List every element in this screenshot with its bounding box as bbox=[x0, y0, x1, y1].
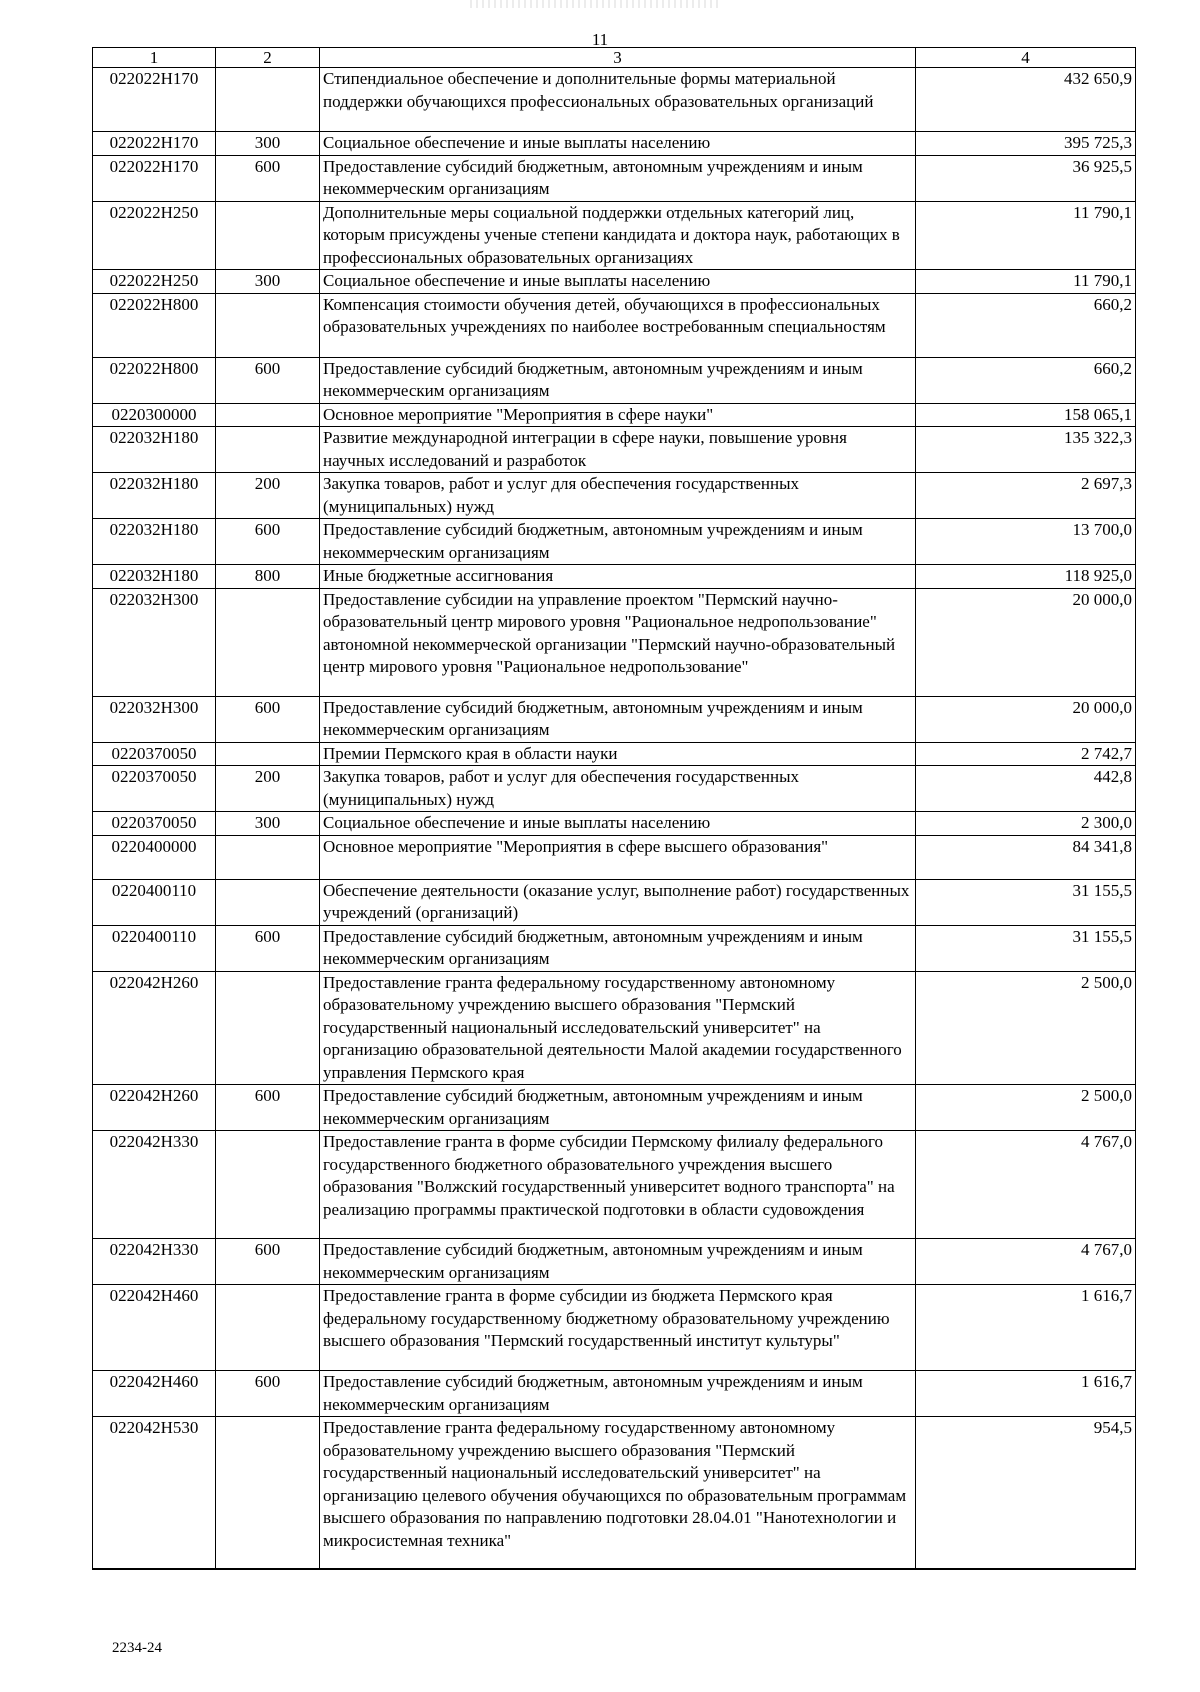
header-row bbox=[93, 48, 1136, 68]
table-row bbox=[93, 201, 1136, 270]
table-row bbox=[93, 565, 1136, 589]
row-code: 0220400000 bbox=[93, 835, 216, 879]
row-code: 022022Н800 bbox=[93, 293, 216, 357]
row-code: 0220370050 bbox=[93, 766, 216, 812]
row-code: 022032Н300 bbox=[93, 696, 216, 742]
table-row bbox=[93, 1239, 1136, 1285]
table-row bbox=[93, 427, 1136, 473]
row-code: 022022Н170 bbox=[93, 155, 216, 201]
header-col-2: 2 bbox=[216, 48, 320, 68]
row-expense-type: 600 bbox=[216, 155, 320, 201]
table-row bbox=[93, 1285, 1136, 1371]
row-expense-type bbox=[216, 293, 320, 357]
row-expense-type bbox=[216, 835, 320, 879]
row-description: Обеспечение деятельности (оказание услуг, выполнение работ) государственных учреждений (организаций) bbox=[320, 879, 916, 925]
row-description: Предоставление субсидий бюджетным, автономным учреждениям и иным некоммерческим организациям bbox=[320, 519, 916, 565]
row-code: 022042Н260 bbox=[93, 1085, 216, 1131]
row-amount: 31 155,5 bbox=[916, 879, 1136, 925]
row-amount: 2 500,0 bbox=[916, 1085, 1136, 1131]
budget-table bbox=[92, 47, 1136, 1570]
header-col-4: 4 bbox=[916, 48, 1136, 68]
row-description: Предоставление субсидий бюджетным, автономным учреждениям и иным некоммерческим организациям bbox=[320, 925, 916, 971]
row-code: 0220370050 bbox=[93, 742, 216, 766]
table-row bbox=[93, 1085, 1136, 1131]
table-row bbox=[93, 1417, 1136, 1569]
row-code: 022042Н530 bbox=[93, 1417, 216, 1569]
row-description: Предоставление субсидий бюджетным, автономным учреждениям и иным некоммерческим организациям bbox=[320, 1371, 916, 1417]
header-col-1: 1 bbox=[93, 48, 216, 68]
row-expense-type: 300 bbox=[216, 270, 320, 294]
row-description: Премии Пермского края в области науки bbox=[320, 742, 916, 766]
row-code: 0220400110 bbox=[93, 925, 216, 971]
row-code: 022022Н800 bbox=[93, 357, 216, 403]
table-row bbox=[93, 1371, 1136, 1417]
row-expense-type: 600 bbox=[216, 925, 320, 971]
row-expense-type bbox=[216, 403, 320, 427]
row-amount: 660,2 bbox=[916, 293, 1136, 357]
row-code: 022032Н300 bbox=[93, 588, 216, 696]
row-code: 022042Н330 bbox=[93, 1131, 216, 1239]
table-row bbox=[93, 519, 1136, 565]
row-amount: 118 925,0 bbox=[916, 565, 1136, 589]
row-amount: 84 341,8 bbox=[916, 835, 1136, 879]
row-description: Предоставление субсидий бюджетным, автономным учреждениям и иным некоммерческим организациям bbox=[320, 1239, 916, 1285]
row-description: Предоставление субсидий бюджетным, автономным учреждениям и иным некоммерческим организациям bbox=[320, 1085, 916, 1131]
row-description: Социальное обеспечение и иные выплаты населению bbox=[320, 132, 916, 156]
document-code: 2234-24 bbox=[112, 1640, 162, 1656]
table-row bbox=[93, 971, 1136, 1085]
row-amount: 432 650,9 bbox=[916, 68, 1136, 132]
row-amount: 1 616,7 bbox=[916, 1371, 1136, 1417]
table-row bbox=[93, 403, 1136, 427]
row-amount: 2 300,0 bbox=[916, 812, 1136, 836]
row-amount: 395 725,3 bbox=[916, 132, 1136, 156]
row-expense-type bbox=[216, 742, 320, 766]
row-amount: 158 065,1 bbox=[916, 403, 1136, 427]
row-code: 022042Н330 bbox=[93, 1239, 216, 1285]
row-amount: 1 616,7 bbox=[916, 1285, 1136, 1371]
row-expense-type bbox=[216, 68, 320, 132]
row-code: 022032Н180 bbox=[93, 519, 216, 565]
row-description: Социальное обеспечение и иные выплаты населению bbox=[320, 270, 916, 294]
row-description: Социальное обеспечение и иные выплаты населению bbox=[320, 812, 916, 836]
row-expense-type bbox=[216, 588, 320, 696]
row-description: Предоставление субсидий бюджетным, автономным учреждениям и иным некоммерческим организациям bbox=[320, 155, 916, 201]
row-expense-type bbox=[216, 1417, 320, 1569]
row-description: Развитие международной интеграции в сфере науки, повышение уровня научных исследований и разработок bbox=[320, 427, 916, 473]
table-row bbox=[93, 473, 1136, 519]
row-code: 022022Н170 bbox=[93, 68, 216, 132]
table-row bbox=[93, 1131, 1136, 1239]
row-expense-type: 600 bbox=[216, 1239, 320, 1285]
row-expense-type: 600 bbox=[216, 357, 320, 403]
scan-artifact bbox=[470, 0, 720, 8]
row-amount: 2 500,0 bbox=[916, 971, 1136, 1085]
table-row bbox=[93, 766, 1136, 812]
row-description: Основное мероприятие "Мероприятия в сфере науки" bbox=[320, 403, 916, 427]
table-row bbox=[93, 155, 1136, 201]
row-code: 022042Н460 bbox=[93, 1285, 216, 1371]
row-expense-type: 200 bbox=[216, 766, 320, 812]
row-description: Предоставление субсидии на управление проектом "Пермский научно-образовательный центр мирового уровня "Рациональное недропользование" автономной некоммерческой организации "Пермский научно-образовательный центр мирового уровня "Рациональное недропользование" bbox=[320, 588, 916, 696]
row-amount: 20 000,0 bbox=[916, 696, 1136, 742]
row-expense-type bbox=[216, 201, 320, 270]
row-description: Предоставление гранта в форме субсидии Пермскому филиалу федерального государственного бюджетного образовательного учреждения высшего образования "Волжский государственный университет водного транспорта" на реализацию программы практической подготовки в области судовождения bbox=[320, 1131, 916, 1239]
row-description: Компенсация стоимости обучения детей, обучающихся в профессиональных образовательных учреждениях по наиболее востребованным специальностям bbox=[320, 293, 916, 357]
row-code: 022022Н250 bbox=[93, 270, 216, 294]
table-row bbox=[93, 742, 1136, 766]
row-code: 022042Н460 bbox=[93, 1371, 216, 1417]
row-expense-type: 600 bbox=[216, 696, 320, 742]
row-amount: 2 697,3 bbox=[916, 473, 1136, 519]
row-amount: 13 700,0 bbox=[916, 519, 1136, 565]
row-description: Предоставление субсидий бюджетным, автономным учреждениям и иным некоммерческим организациям bbox=[320, 357, 916, 403]
row-description: Предоставление гранта в форме субсидии из бюджета Пермского края федеральному государственному бюджетному образовательному учреждению высшего образования "Пермский государственный институт культуры" bbox=[320, 1285, 916, 1371]
row-code: 0220370050 bbox=[93, 812, 216, 836]
table-row bbox=[93, 696, 1136, 742]
row-expense-type: 200 bbox=[216, 473, 320, 519]
row-code: 022022Н170 bbox=[93, 132, 216, 156]
row-amount: 135 322,3 bbox=[916, 427, 1136, 473]
table-row bbox=[93, 588, 1136, 696]
row-amount: 20 000,0 bbox=[916, 588, 1136, 696]
row-amount: 31 155,5 bbox=[916, 925, 1136, 971]
table-row bbox=[93, 270, 1136, 294]
row-expense-type bbox=[216, 971, 320, 1085]
row-expense-type bbox=[216, 879, 320, 925]
row-expense-type: 600 bbox=[216, 1371, 320, 1417]
table-row bbox=[93, 879, 1136, 925]
row-description: Иные бюджетные ассигнования bbox=[320, 565, 916, 589]
row-expense-type: 300 bbox=[216, 812, 320, 836]
header-col-3: 3 bbox=[320, 48, 916, 68]
row-code: 022032Н180 bbox=[93, 565, 216, 589]
row-amount: 2 742,7 bbox=[916, 742, 1136, 766]
row-code: 022042Н260 bbox=[93, 971, 216, 1085]
row-description: Предоставление субсидий бюджетным, автономным учреждениям и иным некоммерческим организациям bbox=[320, 696, 916, 742]
table-row bbox=[93, 925, 1136, 971]
row-amount: 954,5 bbox=[916, 1417, 1136, 1569]
row-description: Дополнительные меры социальной поддержки отдельных категорий лиц, которым присуждены ученые степени кандидата и доктора наук, работающих в профессиональных образовательных организациях bbox=[320, 201, 916, 270]
row-expense-type bbox=[216, 1285, 320, 1371]
row-amount: 11 790,1 bbox=[916, 270, 1136, 294]
row-description: Предоставление гранта федеральному государственному автономному образовательному учреждению высшего образования "Пермский государственный национальный исследовательский университет" на организацию образовательной деятельности Малой академии государственного управления Пермского края bbox=[320, 971, 916, 1085]
table-row bbox=[93, 812, 1136, 836]
row-expense-type: 800 bbox=[216, 565, 320, 589]
row-amount: 660,2 bbox=[916, 357, 1136, 403]
row-description: Стипендиальное обеспечение и дополнительные формы материальной поддержки обучающихся профессиональных образовательных организаций bbox=[320, 68, 916, 132]
row-code: 0220300000 bbox=[93, 403, 216, 427]
row-amount: 442,8 bbox=[916, 766, 1136, 812]
row-amount: 36 925,5 bbox=[916, 155, 1136, 201]
table-row bbox=[93, 293, 1136, 357]
row-code: 022032Н180 bbox=[93, 473, 216, 519]
row-code: 022022Н250 bbox=[93, 201, 216, 270]
row-expense-type: 300 bbox=[216, 132, 320, 156]
row-expense-type bbox=[216, 427, 320, 473]
table-row bbox=[93, 132, 1136, 156]
table-body bbox=[93, 68, 1136, 1569]
row-description: Основное мероприятие "Мероприятия в сфере высшего образования" bbox=[320, 835, 916, 879]
table-row bbox=[93, 68, 1136, 132]
row-amount: 4 767,0 bbox=[916, 1239, 1136, 1285]
row-expense-type: 600 bbox=[216, 1085, 320, 1131]
row-amount: 4 767,0 bbox=[916, 1131, 1136, 1239]
row-amount: 11 790,1 bbox=[916, 201, 1136, 270]
row-expense-type: 600 bbox=[216, 519, 320, 565]
page-number: 11 bbox=[591, 30, 609, 49]
row-code: 022032Н180 bbox=[93, 427, 216, 473]
row-code: 0220400110 bbox=[93, 879, 216, 925]
row-description: Предоставление гранта федеральному государственному автономному образовательному учреждению высшего образования "Пермский государственный национальный исследовательский университет" на организацию целевого обучения обучающихся по образовательным программам высшего образования по направлению подготовки 28.04.01 "Нанотехнологии и микросистемная техника" bbox=[320, 1417, 916, 1569]
row-expense-type bbox=[216, 1131, 320, 1239]
row-description: Закупка товаров, работ и услуг для обеспечения государственных (муниципальных) нужд bbox=[320, 473, 916, 519]
row-description: Закупка товаров, работ и услуг для обеспечения государственных (муниципальных) нужд bbox=[320, 766, 916, 812]
table-row bbox=[93, 835, 1136, 879]
table-row bbox=[93, 357, 1136, 403]
